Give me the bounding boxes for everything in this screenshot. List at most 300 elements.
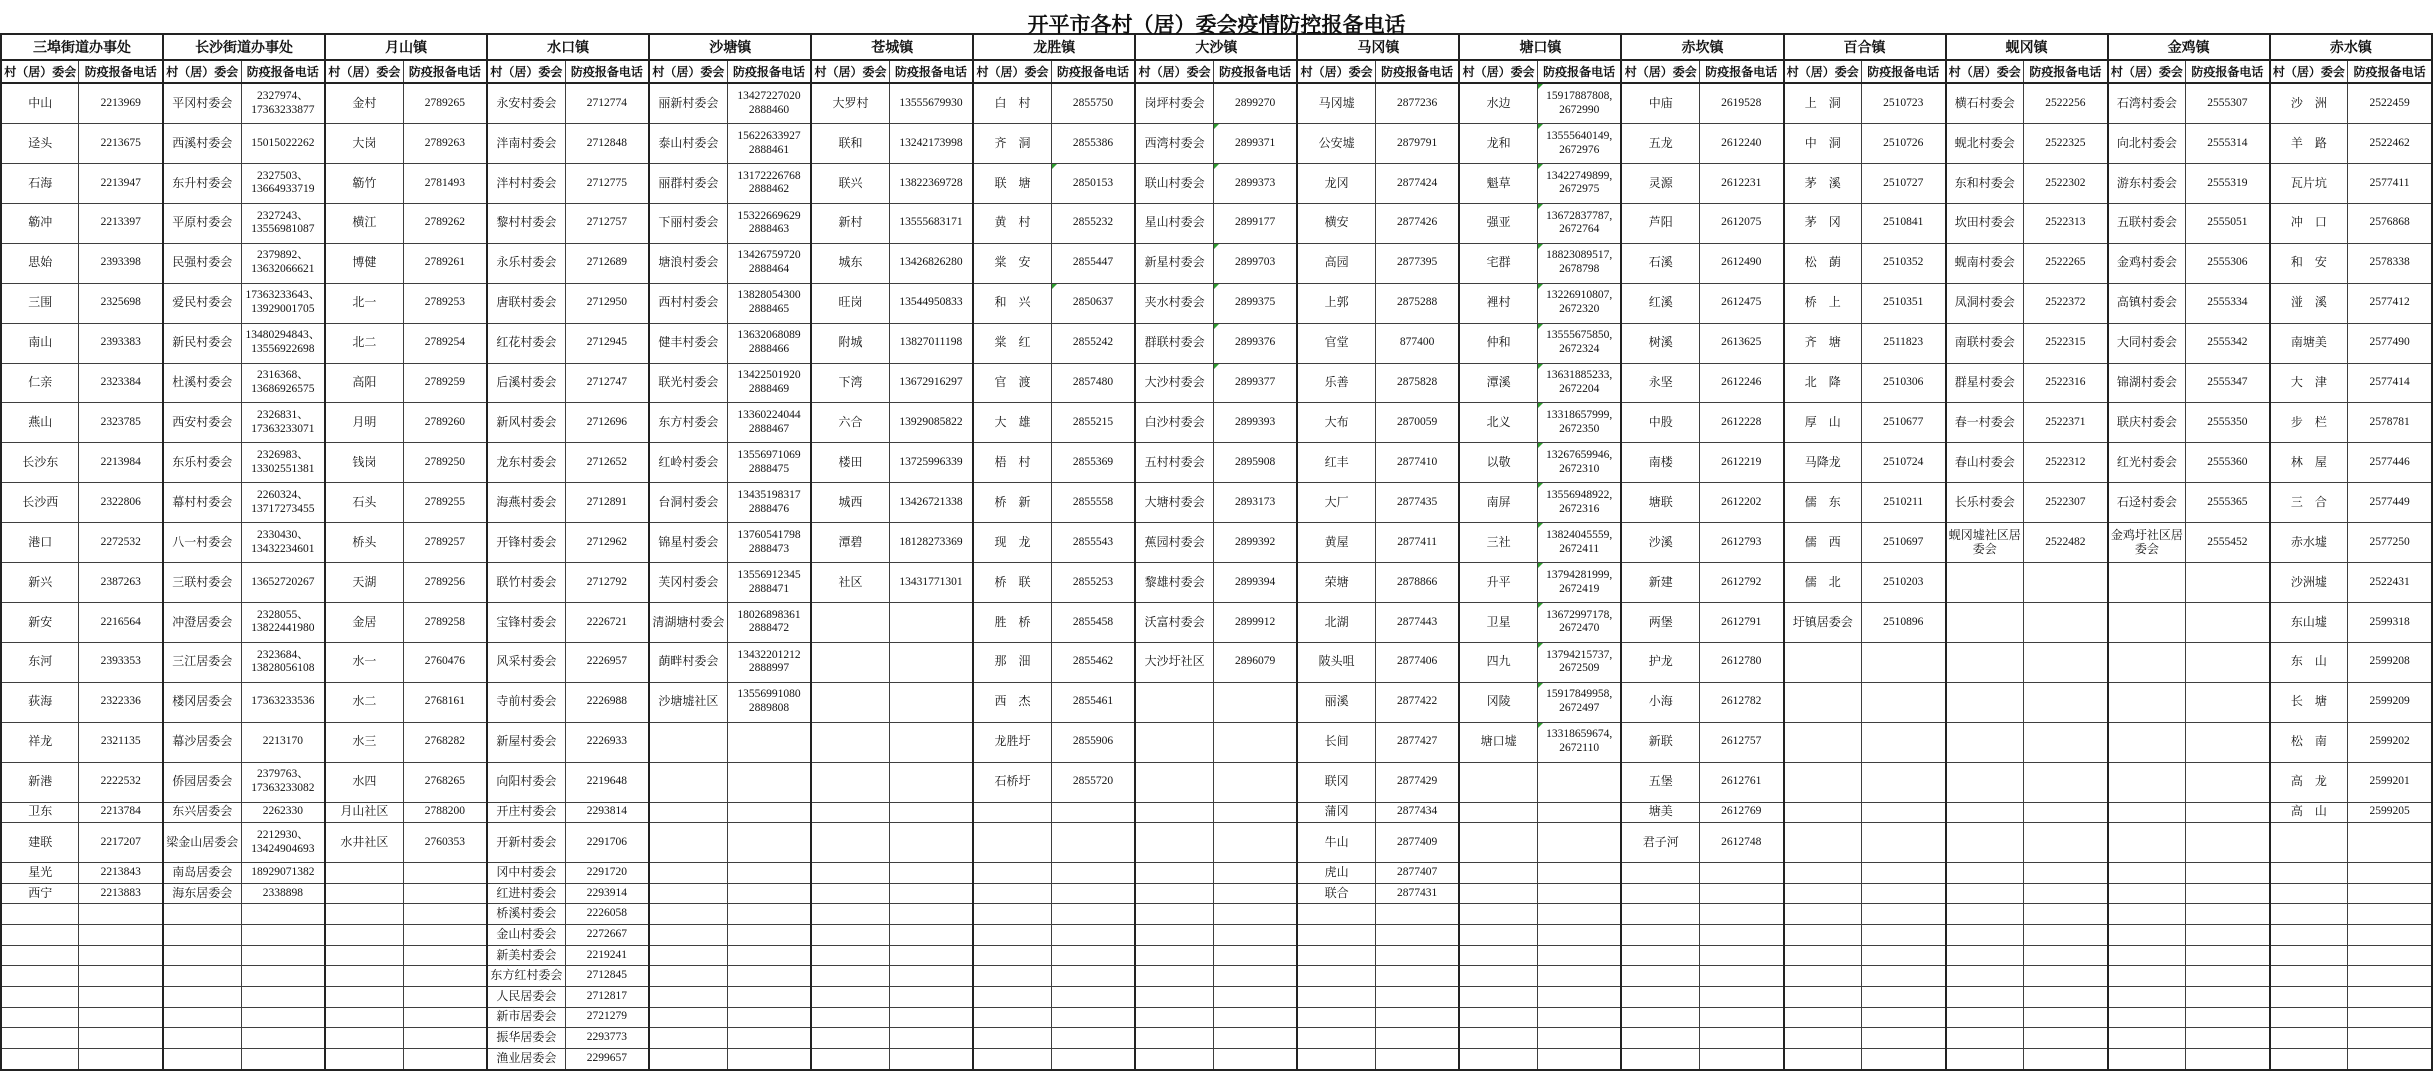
village-cell — [1135, 682, 1213, 722]
village-cell: 星山村委会 — [1135, 203, 1213, 243]
phone-cell — [2024, 642, 2108, 682]
village-cell: 圩镇居委会 — [1784, 602, 1862, 642]
phone-cell — [2024, 602, 2108, 642]
village-cell — [163, 924, 241, 945]
village-cell: 厚 山 — [1784, 403, 1862, 443]
village-cell — [325, 924, 403, 945]
phone-cell: 2855461 — [1051, 682, 1135, 722]
village-cell: 高园 — [1297, 243, 1375, 283]
village-cell — [1946, 1028, 2024, 1049]
phone-cell — [1699, 1007, 1783, 1028]
phone-cell: 2393353 — [79, 642, 163, 682]
phone-cell: 13652720267 — [241, 563, 325, 603]
village-cell: 长 塘 — [2270, 682, 2348, 722]
village-cell: 北二 — [325, 323, 403, 363]
village-cell: 石头 — [325, 483, 403, 523]
table-row — [1, 722, 2432, 762]
village-cell: 城东 — [811, 243, 889, 283]
phone-cell: 2393398 — [79, 243, 163, 283]
village-cell: 冈陵 — [1459, 682, 1537, 722]
town-header: 龙胜镇 — [973, 34, 1135, 60]
phone-cell — [2024, 966, 2108, 987]
village-cell — [1784, 762, 1862, 802]
village-cell — [973, 986, 1051, 1007]
phone-cell: 2599201 — [2348, 762, 2432, 802]
phone-cell — [2186, 762, 2270, 802]
phone-cell: 2578338 — [2348, 243, 2432, 283]
village-cell: 清湖塘村委会 — [649, 602, 727, 642]
phone-cell — [889, 904, 973, 925]
village-cell: 八一村委会 — [163, 523, 241, 563]
phone-cell: 2522372 — [2024, 283, 2108, 323]
phone-cell: 2899394 — [1213, 563, 1297, 603]
village-cell: 灵源 — [1621, 164, 1699, 204]
village-cell: 蚬北村委会 — [1946, 124, 2024, 164]
village-cell: 白沙村委会 — [1135, 403, 1213, 443]
village-cell — [2108, 924, 2186, 945]
phone-cell — [79, 1007, 163, 1028]
phone-cell — [2024, 883, 2108, 904]
village-cell — [2270, 883, 2348, 904]
phone-cell: 13555679930 — [889, 83, 973, 124]
phone-cell: 13556912345 2888471 — [727, 563, 811, 603]
village-cell: 石桥圩 — [973, 762, 1051, 802]
village-cell — [811, 966, 889, 987]
village-cell: 官 渡 — [973, 363, 1051, 403]
phone-cell — [2348, 1048, 2432, 1070]
phone-cell: 2875828 — [1375, 363, 1459, 403]
phone-cell: 2510203 — [1862, 563, 1946, 603]
village-cell — [325, 1048, 403, 1070]
table-row — [1, 642, 2432, 682]
village-cell: 东兴居委会 — [163, 802, 241, 823]
phone-cell: 2510677 — [1862, 403, 1946, 443]
phone-cell: 13929085822 — [889, 403, 973, 443]
phone-cell — [1862, 682, 1946, 722]
phone-cell — [727, 1007, 811, 1028]
village-cell — [1459, 1007, 1537, 1028]
village-cell: 城西 — [811, 483, 889, 523]
phone-cell: 13672997178, 2672470 — [1537, 602, 1621, 642]
village-cell: 长乐村委会 — [1946, 483, 2024, 523]
phone-cell: 2768265 — [403, 762, 487, 802]
village-column-header: 村（居）委会 — [811, 60, 889, 83]
village-cell: 红丰 — [1297, 443, 1375, 483]
village-cell: 东方村委会 — [649, 403, 727, 443]
village-cell: 新建 — [1621, 563, 1699, 603]
phone-cell: 2712962 — [565, 523, 649, 563]
phone-cell: 2213843 — [79, 863, 163, 884]
phone-cell: 2327974、17363233877 — [241, 83, 325, 124]
village-cell: 祥龙 — [1, 722, 79, 762]
table-row — [1, 483, 2432, 523]
village-cell: 四九 — [1459, 642, 1537, 682]
phone-cell — [1051, 823, 1135, 863]
village-cell — [325, 945, 403, 966]
phone-cell — [1375, 1007, 1459, 1028]
phone-cell: 2855543 — [1051, 523, 1135, 563]
village-cell: 北湖 — [1297, 602, 1375, 642]
village-cell: 振华居委会 — [487, 1028, 565, 1049]
village-cell: 升平 — [1459, 563, 1537, 603]
phone-cell: 2599208 — [2348, 642, 2432, 682]
village-cell: 仲和 — [1459, 323, 1537, 363]
phone-cell — [403, 1048, 487, 1070]
phone-cell: 2323384 — [79, 363, 163, 403]
phone-cell: 2712891 — [565, 483, 649, 523]
phone-cell — [889, 682, 973, 722]
phone-column-header: 防疫报备电话 — [1375, 60, 1459, 83]
phone-cell — [1862, 904, 1946, 925]
phone-cell — [889, 642, 973, 682]
phone-cell: 2712689 — [565, 243, 649, 283]
phone-cell: 15322669629 2888463 — [727, 203, 811, 243]
phone-cell — [727, 904, 811, 925]
phone-cell: 2877395 — [1375, 243, 1459, 283]
village-cell: 红岭村委会 — [649, 443, 727, 483]
village-cell — [811, 986, 889, 1007]
village-cell: 东方红村委会 — [487, 966, 565, 987]
town-header: 水口镇 — [487, 34, 649, 60]
village-cell: 金山村委会 — [487, 924, 565, 945]
village-cell — [1459, 904, 1537, 925]
village-cell — [811, 722, 889, 762]
phone-cell: 2877431 — [1375, 883, 1459, 904]
phone-cell: 2379763、17363233082 — [241, 762, 325, 802]
village-cell — [1297, 904, 1375, 925]
village-cell: 开庄村委会 — [487, 802, 565, 823]
phone-cell — [1375, 924, 1459, 945]
village-cell — [1946, 722, 2024, 762]
village-cell: 红光村委会 — [2108, 443, 2186, 483]
village-cell — [1946, 642, 2024, 682]
phone-cell — [1699, 924, 1783, 945]
phone-cell: 2327503、13664933719 — [241, 164, 325, 204]
village-column-header: 村（居）委会 — [325, 60, 403, 83]
table-row — [1, 924, 2432, 945]
village-cell: 红花村委会 — [487, 323, 565, 363]
village-cell — [973, 966, 1051, 987]
phone-cell: 2555334 — [2186, 283, 2270, 323]
phone-cell: 13824045559, 2672411 — [1537, 523, 1621, 563]
village-cell — [1135, 945, 1213, 966]
village-cell — [973, 1028, 1051, 1049]
phone-cell: 2522462 — [2348, 124, 2432, 164]
phone-cell — [2186, 682, 2270, 722]
village-cell: 塘联 — [1621, 483, 1699, 523]
village-cell: 西安村委会 — [163, 403, 241, 443]
phone-column-header: 防疫报备电话 — [1213, 60, 1297, 83]
phone-cell: 2510896 — [1862, 602, 1946, 642]
phone-cell — [79, 966, 163, 987]
village-cell: 红溪 — [1621, 283, 1699, 323]
village-cell: 联合 — [1297, 883, 1375, 904]
village-cell: 南岛居委会 — [163, 863, 241, 884]
phone-cell: 2612219 — [1699, 443, 1783, 483]
phone-cell — [79, 986, 163, 1007]
phone-cell: 2899376 — [1213, 323, 1297, 363]
village-cell — [1297, 1007, 1375, 1028]
village-cell — [1621, 904, 1699, 925]
village-cell: 东乐村委会 — [163, 443, 241, 483]
village-cell: 迳头 — [1, 124, 79, 164]
village-column-header: 村（居）委会 — [1297, 60, 1375, 83]
phone-cell — [2348, 986, 2432, 1007]
village-cell: 南楼 — [1621, 443, 1699, 483]
village-cell — [1135, 1028, 1213, 1049]
phone-column-header: 防疫报备电话 — [565, 60, 649, 83]
phone-cell: 13556971069 2888475 — [727, 443, 811, 483]
phone-cell: 13632068089 2888466 — [727, 323, 811, 363]
table-row — [1, 203, 2432, 243]
village-cell — [2108, 1007, 2186, 1028]
phone-cell — [1213, 1007, 1297, 1028]
phone-cell: 2510697 — [1862, 523, 1946, 563]
village-cell: 凤洞村委会 — [1946, 283, 2024, 323]
village-cell — [1, 1028, 79, 1049]
village-cell: 博健 — [325, 243, 403, 283]
phone-cell: 2850637 — [1051, 283, 1135, 323]
phone-cell: 2721279 — [565, 1007, 649, 1028]
phone-cell: 17363233643、13929001705 — [241, 283, 325, 323]
village-cell: 塘口墟 — [1459, 722, 1537, 762]
phone-cell: 15917849958, 2672497 — [1537, 682, 1621, 722]
village-cell: 丽群村委会 — [649, 164, 727, 204]
village-cell: 横石村委会 — [1946, 83, 2024, 124]
village-cell: 附城 — [811, 323, 889, 363]
village-cell — [649, 883, 727, 904]
phone-cell — [1862, 823, 1946, 863]
village-cell: 南屏 — [1459, 483, 1537, 523]
phone-cell: 13480294843、13556922698 — [241, 323, 325, 363]
town-header: 沙塘镇 — [649, 34, 811, 60]
village-cell: 五村村委会 — [1135, 443, 1213, 483]
phone-cell: 2612748 — [1699, 823, 1783, 863]
phone-cell: 2555452 — [2186, 523, 2270, 563]
phone-cell: 13432201212 2888997 — [727, 642, 811, 682]
phone-cell — [727, 802, 811, 823]
phone-cell: 13242173998 — [889, 124, 973, 164]
village-cell: 永坚 — [1621, 363, 1699, 403]
phone-cell: 2510841 — [1862, 203, 1946, 243]
phone-cell: 2878866 — [1375, 563, 1459, 603]
village-cell: 楼田 — [811, 443, 889, 483]
town-header: 长沙街道办事处 — [163, 34, 325, 60]
phone-cell: 2612246 — [1699, 363, 1783, 403]
phone-cell — [2348, 945, 2432, 966]
phone-cell: 2522312 — [2024, 443, 2108, 483]
phone-cell — [1537, 924, 1621, 945]
phone-column-header: 防疫报备电话 — [1537, 60, 1621, 83]
phone-cell — [1213, 924, 1297, 945]
village-cell — [2270, 966, 2348, 987]
village-cell: 下丽村委会 — [649, 203, 727, 243]
village-cell: 桥 上 — [1784, 283, 1862, 323]
village-cell — [973, 1007, 1051, 1028]
phone-cell — [2024, 904, 2108, 925]
phone-cell: 2612761 — [1699, 762, 1783, 802]
phone-cell — [2186, 1007, 2270, 1028]
phone-cell — [1051, 1007, 1135, 1028]
town-header: 赤坎镇 — [1621, 34, 1783, 60]
village-cell: 芦阳 — [1621, 203, 1699, 243]
phone-cell: 13672916297 — [889, 363, 973, 403]
village-cell: 月明 — [325, 403, 403, 443]
village-cell: 永乐村委会 — [487, 243, 565, 283]
village-cell: 东河 — [1, 642, 79, 682]
village-cell: 东和村委会 — [1946, 164, 2024, 204]
phone-cell — [2024, 986, 2108, 1007]
village-cell: 群联村委会 — [1135, 323, 1213, 363]
phone-cell: 2393383 — [79, 323, 163, 363]
phone-cell — [1537, 1028, 1621, 1049]
table-row — [1, 945, 2432, 966]
village-cell: 塘浪村委会 — [649, 243, 727, 283]
village-cell: 大同村委会 — [2108, 323, 2186, 363]
village-cell — [811, 883, 889, 904]
phone-cell: 13631885233, 2672204 — [1537, 363, 1621, 403]
village-cell — [811, 863, 889, 884]
table-row — [1, 83, 2432, 124]
village-cell: 石溪 — [1621, 243, 1699, 283]
phone-cell: 13435198317 2888476 — [727, 483, 811, 523]
phone-cell — [403, 1028, 487, 1049]
village-cell: 海燕村委会 — [487, 483, 565, 523]
village-cell: 三 合 — [2270, 483, 2348, 523]
village-cell: 长沙东 — [1, 443, 79, 483]
phone-column-header: 防疫报备电话 — [1699, 60, 1783, 83]
phone-cell: 2789250 — [403, 443, 487, 483]
phone-cell: 2877236 — [1375, 83, 1459, 124]
phone-cell: 2325698 — [79, 283, 163, 323]
phone-cell: 2555347 — [2186, 363, 2270, 403]
table-row — [1, 823, 2432, 863]
village-cell: 齐 洞 — [973, 124, 1051, 164]
phone-cell: 13426721338 — [889, 483, 973, 523]
village-cell: 冲澄居委会 — [163, 602, 241, 642]
village-cell: 夹水村委会 — [1135, 283, 1213, 323]
phone-cell — [2024, 1028, 2108, 1049]
phone-cell — [1051, 802, 1135, 823]
village-cell — [1297, 986, 1375, 1007]
village-cell — [973, 823, 1051, 863]
phone-cell: 2899373 — [1213, 164, 1297, 204]
phone-cell: 2612780 — [1699, 642, 1783, 682]
phone-cell: 15015022262 — [241, 124, 325, 164]
phone-cell: 2877407 — [1375, 863, 1459, 884]
village-cell: 西湾村委会 — [1135, 124, 1213, 164]
village-cell: 步 栏 — [2270, 403, 2348, 443]
village-cell: 联光村委会 — [649, 363, 727, 403]
phone-cell — [241, 986, 325, 1007]
village-cell — [325, 863, 403, 884]
phone-cell: 2855386 — [1051, 124, 1135, 164]
village-cell — [1621, 924, 1699, 945]
phone-cell — [1862, 642, 1946, 682]
phone-cell — [1862, 1048, 1946, 1070]
village-cell: 林 屋 — [2270, 443, 2348, 483]
village-cell — [163, 945, 241, 966]
phone-cell — [2024, 823, 2108, 863]
town-header: 塘口镇 — [1459, 34, 1621, 60]
phone-cell — [2024, 682, 2108, 722]
phone-cell: 13555640149, 2672976 — [1537, 124, 1621, 164]
village-cell — [1135, 904, 1213, 925]
village-cell: 东山墟 — [2270, 602, 2348, 642]
phone-cell: 2899703 — [1213, 243, 1297, 283]
phone-cell: 2760353 — [403, 823, 487, 863]
village-cell — [163, 1048, 241, 1070]
village-cell: 向北村委会 — [2108, 124, 2186, 164]
village-cell: 月山社区 — [325, 802, 403, 823]
phone-cell — [1213, 802, 1297, 823]
village-cell — [2108, 823, 2186, 863]
phone-cell: 2599205 — [2348, 802, 2432, 823]
phone-cell — [727, 863, 811, 884]
village-cell: 以敬 — [1459, 443, 1537, 483]
phone-cell: 2522302 — [2024, 164, 2108, 204]
village-cell — [1946, 1048, 2024, 1070]
village-cell — [1135, 722, 1213, 762]
phone-cell — [727, 924, 811, 945]
village-cell: 联 塘 — [973, 164, 1051, 204]
phone-cell: 13725996339 — [889, 443, 973, 483]
village-cell: 东 山 — [2270, 642, 2348, 682]
village-cell: 蕉园村委会 — [1135, 523, 1213, 563]
phone-cell — [1537, 966, 1621, 987]
village-cell: 三围 — [1, 283, 79, 323]
village-cell: 幕沙居委会 — [163, 722, 241, 762]
village-cell: 下湾 — [811, 363, 889, 403]
phone-cell: 2877443 — [1375, 602, 1459, 642]
table-row — [1, 966, 2432, 987]
phone-cell: 13794215737, 2672509 — [1537, 642, 1621, 682]
village-cell — [2108, 682, 2186, 722]
village-cell — [1135, 883, 1213, 904]
phone-cell — [1862, 924, 1946, 945]
village-cell: 牛山 — [1297, 823, 1375, 863]
village-cell — [1459, 823, 1537, 863]
phone-cell: 2555350 — [2186, 403, 2270, 443]
village-cell — [1135, 863, 1213, 884]
phone-cell: 13426759720 2888464 — [727, 243, 811, 283]
village-cell — [1784, 642, 1862, 682]
phone-cell: 2213969 — [79, 83, 163, 124]
phone-cell — [1537, 823, 1621, 863]
phone-cell: 2612757 — [1699, 722, 1783, 762]
phone-cell: 15917887808, 2672990 — [1537, 83, 1621, 124]
village-cell — [163, 1028, 241, 1049]
village-cell — [1459, 802, 1537, 823]
phone-column-header: 防疫报备电话 — [2186, 60, 2270, 83]
phone-cell: 2323785 — [79, 403, 163, 443]
village-cell: 卫东 — [1, 802, 79, 823]
village-cell: 儒 北 — [1784, 563, 1862, 603]
table-row — [1, 523, 2432, 563]
phone-cell: 2899270 — [1213, 83, 1297, 124]
village-cell: 水一 — [325, 642, 403, 682]
phone-cell — [1537, 904, 1621, 925]
phone-cell — [2186, 563, 2270, 603]
phone-cell: 2577411 — [2348, 164, 2432, 204]
village-cell — [1784, 924, 1862, 945]
phone-cell: 2272532 — [79, 523, 163, 563]
village-cell: 黎村村委会 — [487, 203, 565, 243]
phone-cell — [1537, 802, 1621, 823]
village-cell: 民强村委会 — [163, 243, 241, 283]
village-cell — [811, 823, 889, 863]
phone-cell — [2024, 1007, 2108, 1028]
